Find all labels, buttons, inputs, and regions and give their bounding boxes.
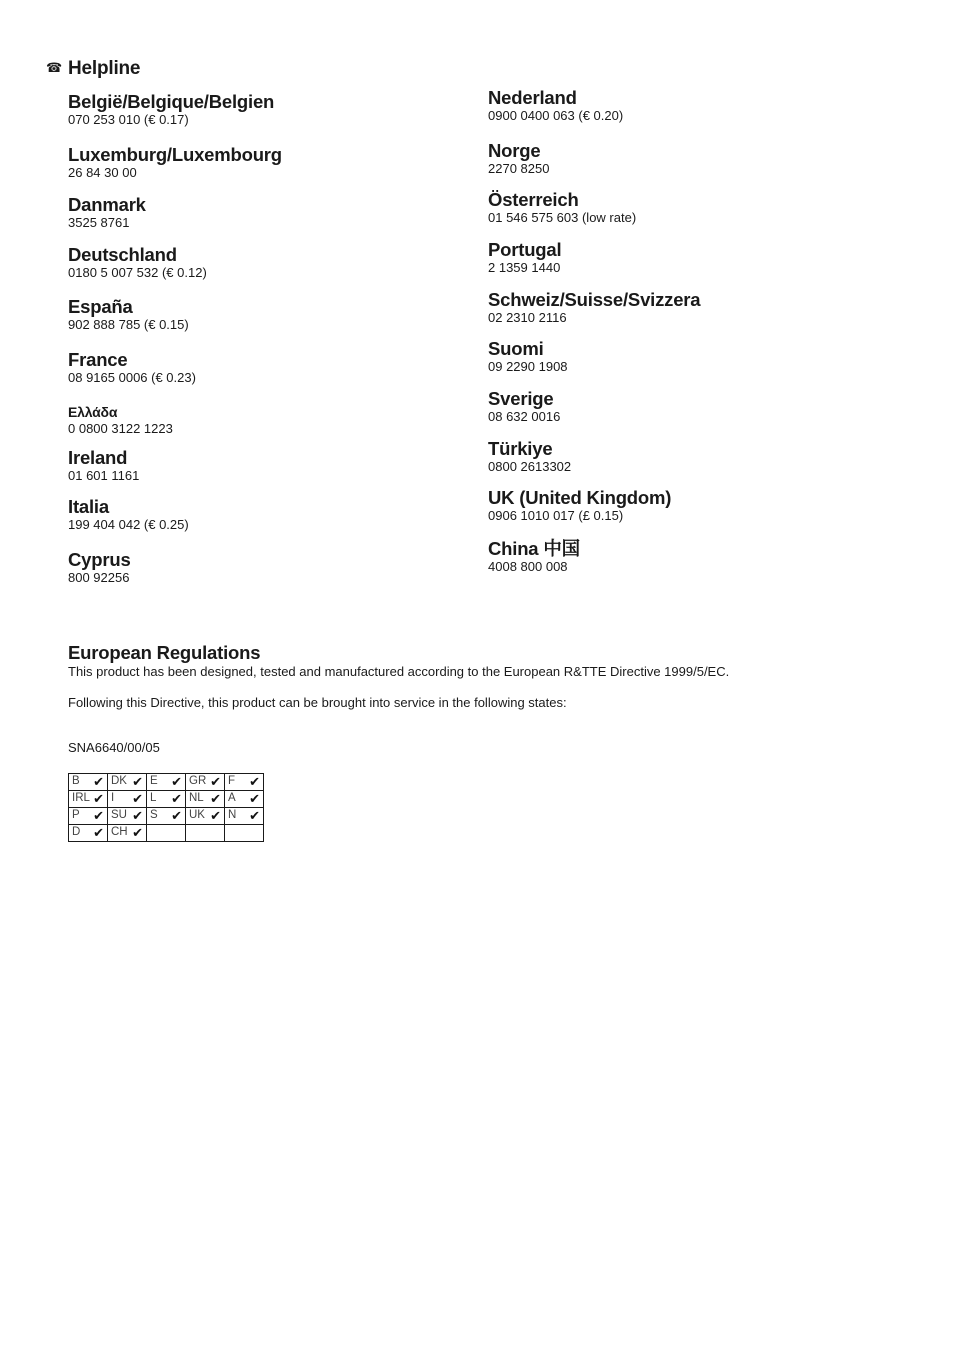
state-cell [108, 825, 147, 842]
state-code: B [72, 775, 80, 787]
checkmark-icon: ✔ [249, 808, 260, 823]
helpline-entry [488, 141, 549, 177]
state-cell [147, 791, 186, 808]
state-code: UK [189, 809, 205, 821]
state-cell [225, 825, 264, 842]
state-code: E [150, 775, 158, 787]
phone-number: 09 2290 1908 [488, 359, 568, 374]
country-name: China 中国 [488, 538, 580, 559]
country-name: Norge [488, 140, 541, 161]
checkmark-icon: ✔ [132, 808, 143, 823]
checkmark-icon: ✔ [210, 791, 221, 806]
state-cell [108, 774, 147, 791]
state-cell [225, 808, 264, 825]
country-name: Türkiye [488, 438, 553, 459]
state-cell [147, 808, 186, 825]
state-cell [147, 774, 186, 791]
table-row [69, 808, 264, 825]
country-name: Schweiz/Suisse/Svizzera [488, 289, 701, 310]
phone-number: 08 632 0016 [488, 409, 561, 424]
state-cell [186, 808, 225, 825]
checkmark-icon: ✔ [249, 774, 260, 789]
helpline-entry [68, 92, 274, 128]
state-code: S [150, 809, 158, 821]
state-cell [225, 774, 264, 791]
telephone-icon: ☎ [46, 60, 62, 75]
checkmark-icon: ✔ [171, 808, 182, 823]
country-name: France [68, 349, 128, 370]
table-row [69, 774, 264, 791]
helpline-entry [488, 290, 700, 326]
phone-number: 2270 8250 [488, 161, 550, 176]
regulations-title: European Regulations [68, 642, 261, 663]
helpline-entry [68, 245, 207, 281]
model-number: SNA6640/00/05 [68, 740, 160, 755]
checkmark-icon: ✔ [93, 825, 104, 840]
state-code: IRL [72, 792, 90, 804]
helpline-entry [488, 339, 568, 375]
helpline-entry [68, 403, 173, 437]
country-name: Suomi [488, 338, 544, 359]
checkmark-icon: ✔ [132, 774, 143, 789]
country-name: Danmark [68, 194, 146, 215]
country-name: UK (United Kingdom) [488, 487, 672, 508]
phone-number: 0800 2613302 [488, 459, 572, 474]
helpline-entry [488, 488, 671, 524]
country-name: Österreich [488, 189, 579, 210]
phone-number: 3525 8761 [68, 215, 130, 230]
phone-number: 01 601 1161 [68, 468, 140, 483]
country-name: België/Belgique/Belgien [68, 91, 275, 112]
country-name: Ireland [68, 447, 128, 468]
helpline-heading [46, 58, 140, 80]
phone-number: 08 9165 0006 (€ 0.23) [68, 370, 196, 385]
country-name: Nederland [488, 87, 577, 108]
state-cell [225, 791, 264, 808]
state-code: P [72, 809, 80, 821]
state-cell [69, 825, 108, 842]
helpline-entry [68, 497, 189, 533]
checkmark-icon: ✔ [210, 774, 221, 789]
state-code: N [228, 809, 237, 821]
table-row [69, 791, 264, 808]
country-name: Ελλάδα [68, 404, 118, 420]
european-regulations-section [68, 642, 888, 711]
country-name: Italia [68, 496, 109, 517]
helpline-entry [68, 448, 139, 484]
helpline-entry [488, 240, 561, 276]
state-cell [69, 808, 108, 825]
phone-number: 0180 5 007 532 (€ 0.12) [68, 265, 207, 280]
state-cell [69, 774, 108, 791]
regulations-text: This product has been designed, tested and manufactured according to the European R&TTE Directive 1999/5/EC. [68, 664, 730, 679]
state-code: F [228, 775, 236, 787]
state-code: I [111, 792, 115, 804]
checkmark-icon: ✔ [93, 774, 104, 789]
helpline-title: Helpline [68, 58, 141, 79]
states-table [68, 773, 264, 842]
phone-number: 02 2310 2116 [488, 310, 567, 325]
phone-number: 199 404 042 (€ 0.25) [68, 517, 189, 532]
phone-number: 800 92256 [68, 570, 130, 585]
state-cell [186, 774, 225, 791]
checkmark-icon: ✔ [171, 791, 182, 806]
checkmark-icon: ✔ [210, 808, 221, 823]
phone-number: 902 888 785 (€ 0.15) [68, 317, 189, 332]
checkmark-icon: ✔ [132, 791, 143, 806]
checkmark-icon: ✔ [249, 791, 260, 806]
regulations-text: Following this Directive, this product can be brought into service in the following states: [68, 695, 567, 710]
country-name: Deutschland [68, 244, 177, 265]
state-cell [108, 791, 147, 808]
phone-number: 4008 800 008 [488, 559, 568, 574]
phone-number: 26 84 30 00 [68, 165, 137, 180]
phone-number: 0906 1010 017 (£ 0.15) [488, 508, 624, 523]
checkmark-icon: ✔ [93, 791, 104, 806]
state-code: NL [189, 792, 204, 804]
state-code: CH [111, 826, 128, 838]
checkmark-icon: ✔ [171, 774, 182, 789]
phone-number: 0 0800 3122 1223 [68, 421, 173, 436]
state-cell [186, 791, 225, 808]
state-cell [186, 825, 225, 842]
helpline-entry [68, 145, 282, 181]
table-row [69, 825, 264, 842]
country-name: Sverige [488, 388, 554, 409]
helpline-entry [68, 297, 189, 333]
checkmark-icon: ✔ [93, 808, 104, 823]
state-code: DK [111, 775, 127, 787]
helpline-entry [68, 550, 131, 586]
state-cell [69, 791, 108, 808]
phone-number: 01 546 575 603 (low rate) [488, 210, 637, 225]
checkmark-icon: ✔ [132, 825, 143, 840]
state-code: A [228, 792, 236, 804]
state-code: D [72, 826, 81, 838]
phone-number: 0900 0400 063 (€ 0.20) [488, 108, 624, 123]
state-code: GR [189, 775, 207, 787]
helpline-entry [68, 350, 196, 386]
country-name: Luxemburg/Luxembourg [68, 144, 282, 165]
country-name: España [68, 296, 133, 317]
state-cell [108, 808, 147, 825]
helpline-entry [488, 439, 571, 475]
helpline-entry [488, 539, 580, 575]
state-cell [147, 825, 186, 842]
helpline-entry [488, 190, 636, 226]
helpline-entry [488, 88, 623, 124]
country-name: Cyprus [68, 549, 131, 570]
state-code: SU [111, 809, 127, 821]
country-name: Portugal [488, 239, 562, 260]
helpline-entry [488, 389, 560, 425]
state-code: L [150, 792, 157, 804]
helpline-entry [68, 195, 146, 231]
phone-number: 2 1359 1440 [488, 260, 561, 275]
phone-number: 070 253 010 (€ 0.17) [68, 112, 189, 127]
